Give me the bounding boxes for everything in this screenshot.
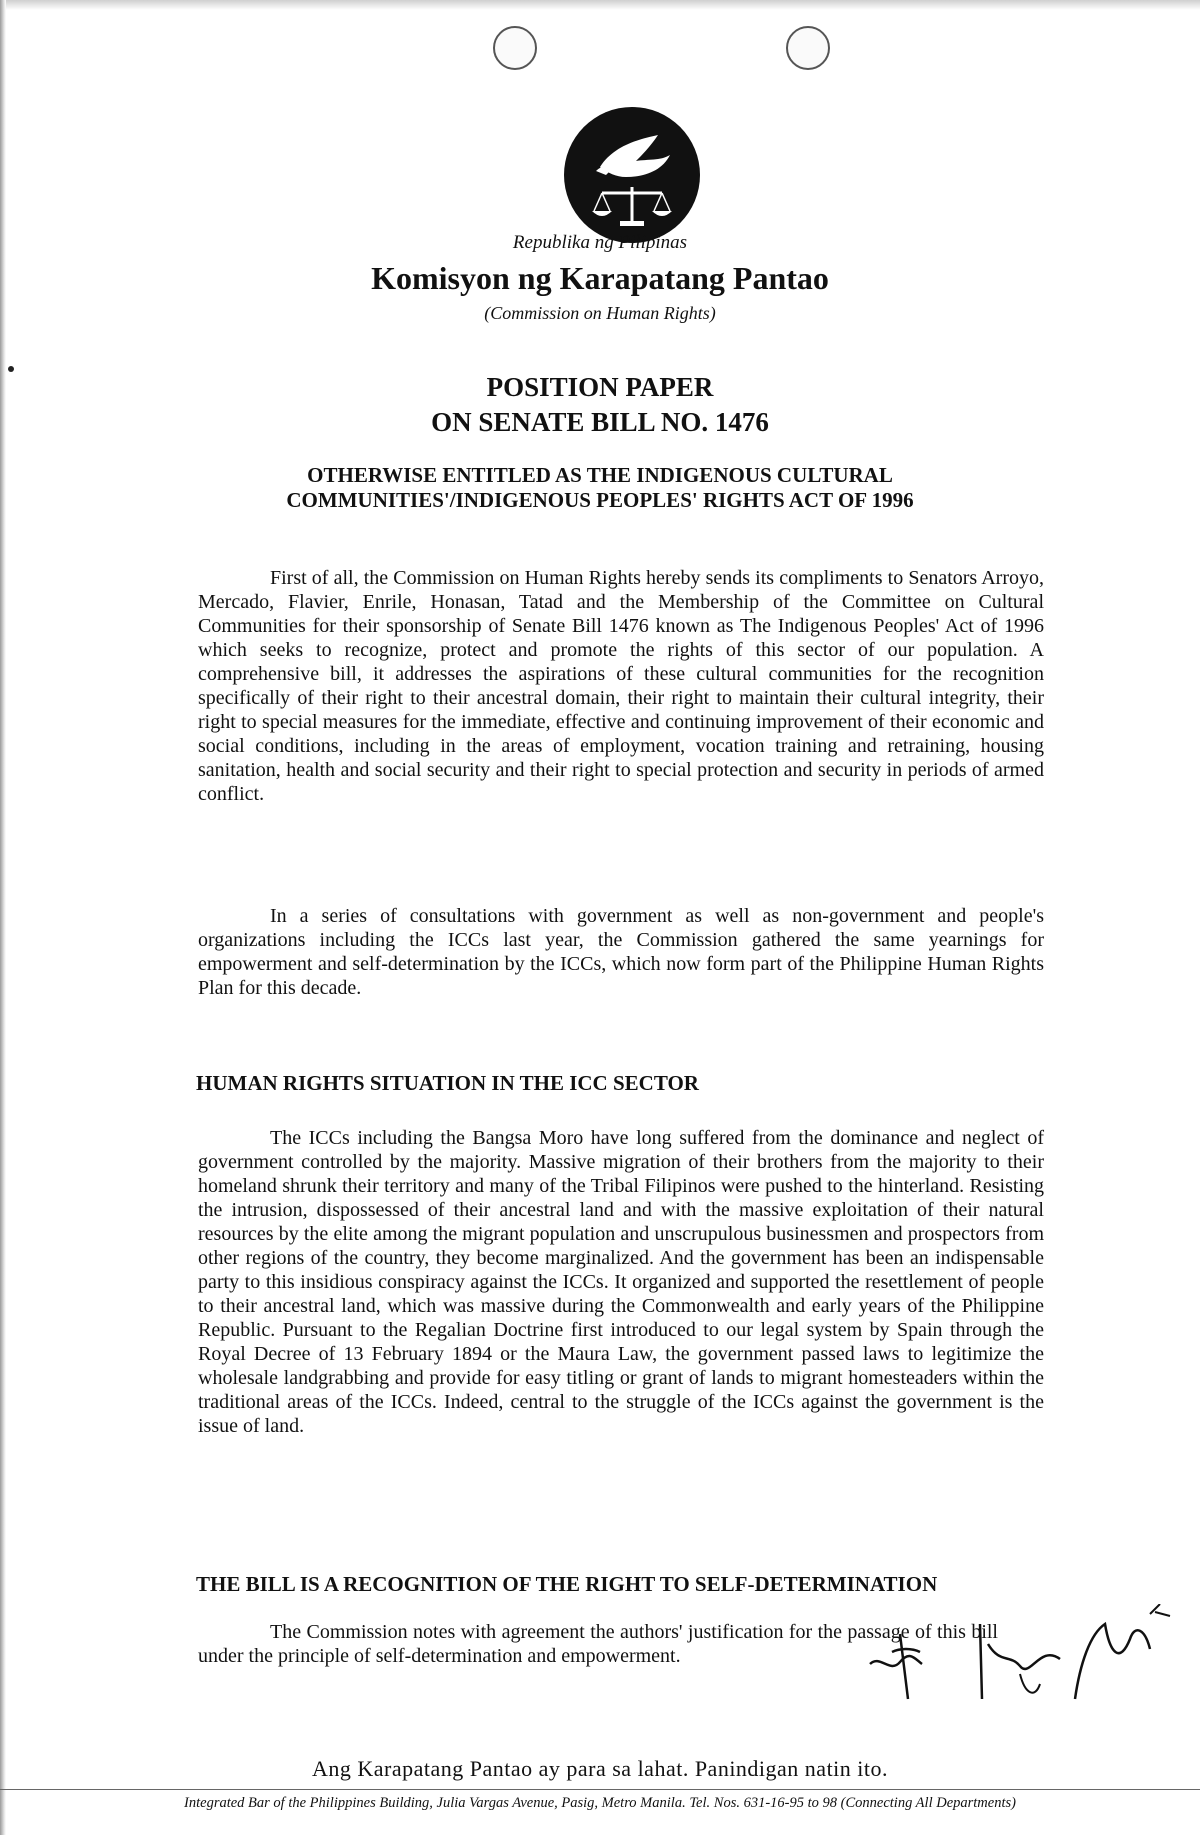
document-subtitle xyxy=(0,463,1200,513)
paragraph-icc-situation: The ICCs including the Bangsa Moro have long suffered from the dominance and neglect of government controlled by the majority. Massive migration of their brothers from the majority to their homeland shrunk their territory and many of the Tribal Filipinos were pushed to the hinterland. Resisting the intrusion, dispossessed of their ancestral land and with the massive exploitation of their natural resources by the elite among the migrant population and unscrupulous businessmen and prospectors from other regions of the country, they become marginalized. And the government has been an indispensable party to this insidious conspiracy against the ICCs. It organized and supported the resettlement of people to their ancestral land, which was massive during the Commonwealth and early years of the Philippine Republic. Pursuant to the Regalian Doctrine first introduced to our legal system by Spain through the Royal Decree of 13 February 1894 or the Maura Law, the government passed laws to legitimize the wholesale landgrabbing and provide for easy titling or grant of lands to migrant homesteaders within the traditional areas of the ICCs. Indeed, central to the struggle of the ICCs against the government is the issue of land. xyxy=(198,1127,1044,1437)
subtitle-line-2: COMMUNITIES'/INDIGENOUS PEOPLES' RIGHTS ACT OF 1996 xyxy=(286,488,914,512)
punch-hole-right xyxy=(786,26,830,70)
document-title xyxy=(0,370,1200,440)
commission-name: Komisyon ng Karapatang Pantao xyxy=(371,260,829,296)
footer-address: Integrated Bar of the Philippines Building, Julia Vargas Avenue, Pasig, Metro Manila. Tel. Nos. 631-16-95 to 98 (Connecting All Departments) xyxy=(184,1795,1016,1811)
footer-motto: Ang Karapatang Pantao ay para sa lahat. Panindigan natin ito. xyxy=(311,1756,889,1781)
title-line-2: ON SENATE BILL NO. 1476 xyxy=(431,407,769,437)
section-heading-self-determination: THE BILL IS A RECOGNITION OF THE RIGHT TO SELF-DETERMINATION xyxy=(196,1572,938,1596)
handwritten-signatures xyxy=(860,1604,1180,1714)
republic-name: Republika ng Pilipinas xyxy=(512,232,688,253)
title-line-1: POSITION PAPER xyxy=(486,372,714,402)
chr-seal-logo xyxy=(562,105,702,245)
paragraph-compliments: First of all, the Commission on Human Rights hereby sends its compliments to Senators Arroyo, Mercado, Flavier, Enrile, Honasan, Tatad and the Membership of the Committee on Cultural Communities for their sponsorship of Senate Bill 1476 known as The Indigenous Peoples' Act of 1996 which seeks to recognize, protect and promote the rights of this sector of our population. A comprehensive bill, it addresses the aspirations of these cultural communities for the recognition specifically of their right to their ancestral domain, their right to maintain their cultural integrity, their right to special measures for the immediate, effective and continuing improvement of their economic and social conditions, including in the areas of employment, vocation training and retraining, housing sanitation, health and social security and their right to special protection and security in periods of armed conflict. xyxy=(198,567,1044,805)
letterhead xyxy=(0,232,1200,324)
section-heading-human-rights-situation: HUMAN RIGHTS SITUATION IN THE ICC SECTOR xyxy=(196,1071,699,1095)
punch-hole-left xyxy=(493,26,537,70)
subtitle-line-1: OTHERWISE ENTITLED AS THE INDIGENOUS CULTURAL xyxy=(307,463,893,487)
scan-top-shadow xyxy=(0,0,1200,10)
commission-english-name: (Commission on Human Rights) xyxy=(484,303,716,323)
paragraph-commission-notes: The Commission notes with agreement the authors' justification for the passage of this bill under the principle of self-determination and empowerment. xyxy=(198,1621,998,1667)
footer-divider xyxy=(0,1789,1200,1790)
paragraph-consultations: In a series of consultations with government as well as non-government and people's organizations including the ICCs last year, the Commission gathered the same yearnings for empowerment and self-determination by the ICCs, which now form part of the Philippine Human Rights Plan for this decade. xyxy=(198,905,1044,999)
